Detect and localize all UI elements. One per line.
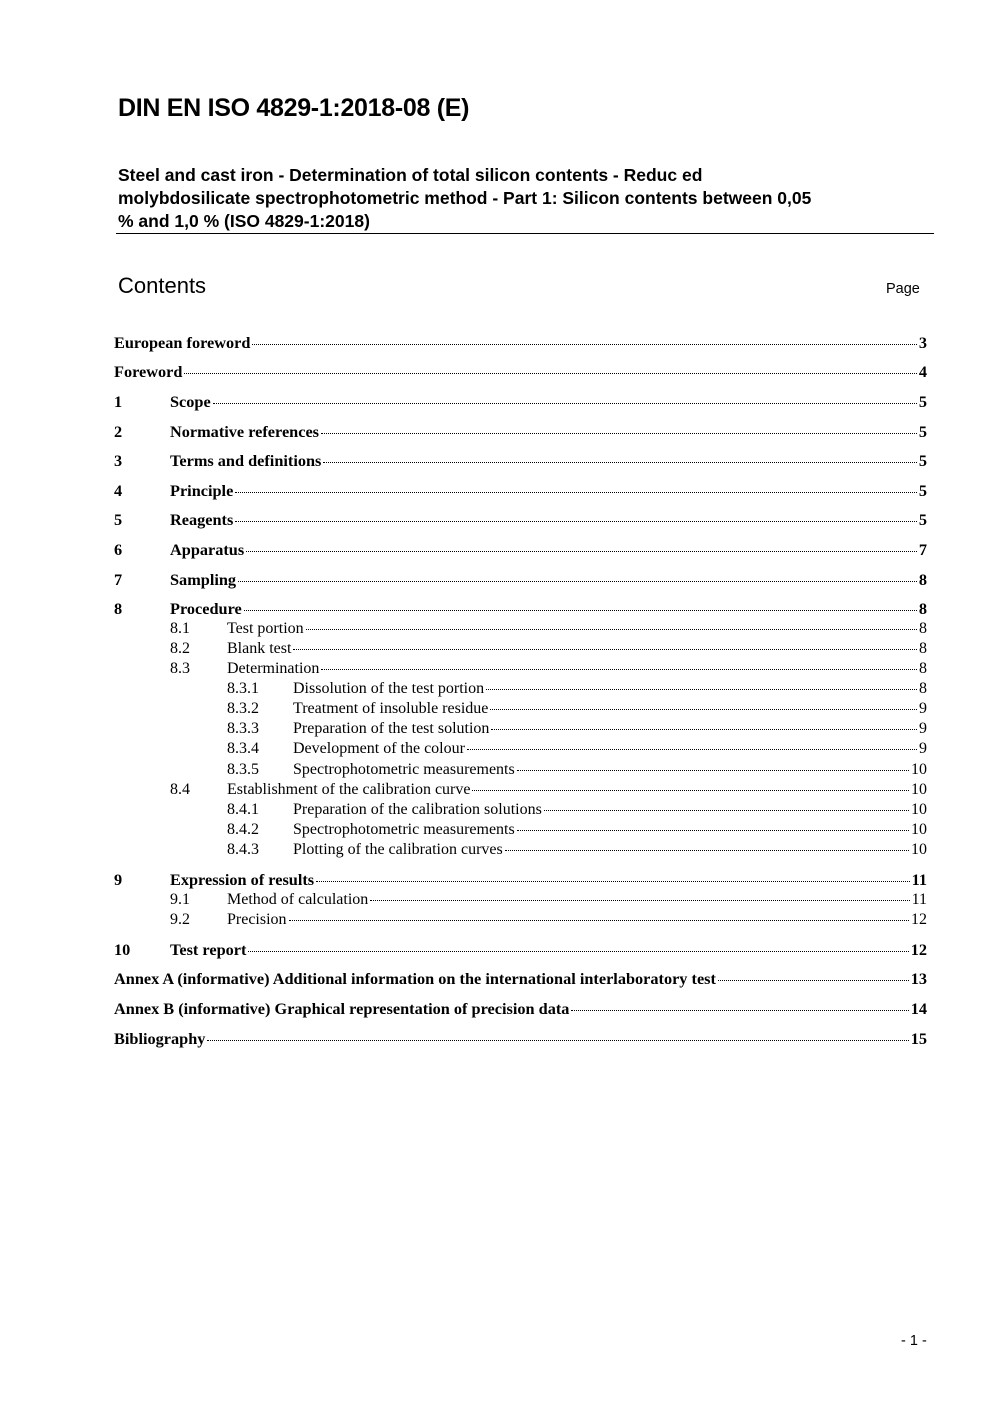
toc-entry[interactable] — [114, 510, 927, 530]
toc-dot-leader — [184, 373, 916, 374]
toc-entry[interactable] — [114, 392, 927, 412]
toc-dot-leader — [289, 920, 909, 921]
page-number: - 1 - — [901, 1333, 927, 1349]
toc-entry-page: 8 — [919, 680, 927, 697]
toc-entry-page: 15 — [910, 1029, 927, 1048]
toc-entry-page: 5 — [918, 392, 927, 411]
toc-entry-number: 8.1 — [170, 620, 190, 637]
toc-entry-page: 5 — [918, 481, 927, 500]
toc-entry-number: 8.4.3 — [227, 841, 259, 858]
toc-entry[interactable] — [114, 870, 927, 890]
toc-entry-title: Method of calculation — [227, 891, 369, 908]
toc-entry-number: 10 — [114, 940, 131, 959]
document-title-line: Steel and cast iron - Determination of total silicon contents - Reduc ed — [118, 165, 703, 185]
toc-entry[interactable] — [114, 890, 927, 910]
toc-entry-page: 4 — [918, 362, 927, 381]
document-id: DIN EN ISO 4829-1:2018-08 (E) — [118, 94, 470, 122]
toc-dot-leader — [472, 790, 909, 791]
document-title — [118, 164, 938, 233]
toc-entry-number: 9.1 — [170, 891, 190, 908]
toc-dot-leader — [207, 1040, 908, 1041]
toc-entry-page: 10 — [911, 821, 927, 838]
toc-dot-leader — [505, 850, 909, 851]
toc-entry-title: Dissolution of the test portion — [293, 680, 485, 697]
toc-entry-page: 9 — [919, 740, 927, 757]
toc-entry[interactable] — [114, 760, 927, 780]
toc-entry-number: 1 — [114, 392, 123, 411]
toc-dot-leader — [321, 669, 917, 670]
toc-entry-number: 4 — [114, 481, 123, 500]
toc-entry-number: 7 — [114, 570, 123, 589]
toc-entry-page: 12 — [911, 911, 927, 928]
toc-entry[interactable] — [114, 820, 927, 840]
page-column-heading: Page — [886, 281, 920, 297]
toc-entry-page: 8 — [919, 640, 927, 657]
toc-entry-page: 10 — [911, 801, 927, 818]
toc-entry-page: 10 — [911, 781, 927, 798]
toc-dot-leader — [213, 403, 917, 404]
toc-dot-leader — [718, 980, 909, 981]
toc-dot-leader — [490, 709, 917, 710]
toc-entry[interactable] — [114, 999, 927, 1019]
toc-entry-page: 5 — [918, 451, 927, 470]
toc-dot-leader — [244, 610, 917, 611]
toc-dot-leader — [323, 462, 916, 463]
toc-entry-page: 8 — [918, 570, 927, 589]
toc-entry[interactable] — [114, 333, 927, 353]
title-rule — [116, 233, 934, 234]
toc-entry-number: 8.3.3 — [227, 720, 259, 737]
toc-entry-page: 10 — [911, 841, 927, 858]
toc-entry-title: Normative references — [170, 422, 320, 441]
toc-dot-leader — [491, 729, 917, 730]
toc-entry-number: 8.3.4 — [227, 740, 259, 757]
toc-entry[interactable] — [114, 800, 927, 820]
toc-entry-page: 9 — [919, 720, 927, 737]
toc-dot-leader — [235, 492, 917, 493]
toc-entry-title: Blank test — [227, 640, 292, 657]
toc-entry-page: 11 — [911, 870, 927, 889]
toc-entry-number: 8.3.1 — [227, 680, 259, 697]
toc-entry[interactable] — [114, 780, 927, 800]
toc-entry[interactable] — [114, 570, 927, 590]
toc-entry-number: 3 — [114, 451, 123, 470]
toc-entry[interactable] — [114, 481, 927, 501]
toc-entry[interactable] — [114, 969, 927, 989]
toc-entry-title: Procedure — [170, 599, 242, 618]
toc-entry-title: Preparation of the test solution — [293, 720, 490, 737]
toc-entry-page: 12 — [910, 940, 927, 959]
toc-entry-page: 5 — [918, 510, 927, 529]
toc-entry[interactable] — [114, 451, 927, 471]
toc-dot-leader — [238, 581, 917, 582]
document-title-line: % and 1,0 % (ISO 4829-1:2018) — [118, 211, 370, 231]
toc-entry[interactable] — [114, 639, 927, 659]
toc-entry-number: 6 — [114, 540, 123, 559]
toc-entry-number: 8.4.2 — [227, 821, 259, 838]
toc-dot-leader — [467, 749, 917, 750]
toc-entry-title: European foreword — [114, 333, 251, 352]
toc-entry-number: 8.3 — [170, 660, 190, 677]
toc-entry-title: Establishment of the calibration curve — [227, 781, 471, 798]
toc-entry-number: 8.2 — [170, 640, 190, 657]
contents-heading: Contents — [118, 273, 207, 298]
toc-entry-title: Expression of results — [170, 870, 315, 889]
toc-entry-page: 11 — [911, 891, 927, 908]
toc-entry-number: 5 — [114, 510, 123, 529]
toc-dot-leader — [571, 1010, 908, 1011]
toc-dot-leader — [252, 344, 916, 345]
toc-entry[interactable] — [114, 719, 927, 739]
toc-entry-title: Bibliography — [114, 1029, 206, 1048]
toc-entry-number: 8.4 — [170, 781, 190, 798]
toc-entry[interactable] — [114, 619, 927, 639]
toc-entry-number: 9.2 — [170, 911, 190, 928]
toc-entry-title: Preparation of the calibration solutions — [293, 801, 542, 818]
toc-entry-page: 5 — [918, 422, 927, 441]
toc-entry-title: Test report — [170, 940, 247, 959]
toc-entry-page: 8 — [919, 660, 927, 677]
toc-entry-title: Principle — [170, 481, 234, 500]
toc-entry-title: Plotting of the calibration curves — [293, 841, 503, 858]
toc-dot-leader — [544, 810, 909, 811]
toc-entry-page: 14 — [910, 999, 927, 1018]
toc-entry-number: 8 — [114, 599, 123, 618]
toc-entry-title: Treatment of insoluble residue — [293, 700, 489, 717]
toc-dot-leader — [246, 551, 917, 552]
toc-entry[interactable] — [114, 679, 927, 699]
toc-entry-title: Development of the colour — [293, 740, 465, 757]
toc-dot-leader — [293, 649, 917, 650]
toc-entry-page: 8 — [918, 599, 927, 618]
toc-entry-number: 8.4.1 — [227, 801, 259, 818]
toc-dot-leader — [517, 830, 909, 831]
toc-entry[interactable] — [114, 422, 927, 442]
toc-entry-title: Scope — [170, 392, 211, 411]
toc-entry-page: 7 — [918, 540, 927, 559]
toc-entry-page: 3 — [918, 333, 927, 352]
toc-entry-title: Precision — [227, 911, 287, 928]
toc-dot-leader — [321, 433, 917, 434]
toc-entry-title: Sampling — [170, 570, 237, 589]
toc-entry[interactable] — [114, 910, 927, 930]
toc-entry-number: 8.3.2 — [227, 700, 259, 717]
toc-entry-title: Spectrophotometric measurements — [293, 761, 515, 778]
toc-entry[interactable] — [114, 739, 927, 759]
toc-entry-number: 2 — [114, 422, 123, 441]
toc-dot-leader — [248, 951, 908, 952]
toc-dot-leader — [370, 900, 909, 901]
toc-dot-leader — [517, 770, 909, 771]
toc-entry[interactable] — [114, 699, 927, 719]
toc-entry[interactable] — [114, 540, 927, 560]
toc-entry-number: 9 — [114, 870, 123, 889]
toc-entry-page: 13 — [910, 969, 927, 988]
toc-entry[interactable] — [114, 940, 927, 960]
toc-entry[interactable] — [114, 659, 927, 679]
toc-entry-title: Reagents — [170, 510, 234, 529]
toc-entry-title: Test portion — [227, 620, 304, 637]
toc-entry[interactable] — [114, 840, 927, 860]
toc-entry-page: 8 — [919, 620, 927, 637]
toc-entry-title: Foreword — [114, 362, 183, 381]
toc-entry-title: Spectrophotometric measurements — [293, 821, 515, 838]
toc-entry[interactable] — [114, 1029, 927, 1049]
toc-entry-title: Determination — [227, 660, 320, 677]
toc-dot-leader — [306, 629, 917, 630]
toc-entry-page: 9 — [919, 700, 927, 717]
toc-dot-leader — [486, 689, 917, 690]
toc-entry[interactable] — [114, 362, 927, 382]
toc-dot-leader — [235, 521, 917, 522]
toc-entry-title: Apparatus — [170, 540, 245, 559]
toc-entry-page: 10 — [911, 761, 927, 778]
toc-entry[interactable] — [114, 599, 927, 619]
document-title-line: molybdosilicate spectrophotometric method - Part 1: Silicon contents between 0,05 — [118, 188, 812, 208]
toc-entry-title: Terms and definitions — [170, 451, 322, 470]
toc-entry-title: Annex A (informative) Additional information on the international interlaboratory test — [114, 969, 716, 988]
toc-dot-leader — [316, 881, 909, 882]
toc-entry-number: 8.3.5 — [227, 761, 259, 778]
toc-entry-title: Annex B (informative) Graphical representation of precision data — [114, 999, 570, 1018]
